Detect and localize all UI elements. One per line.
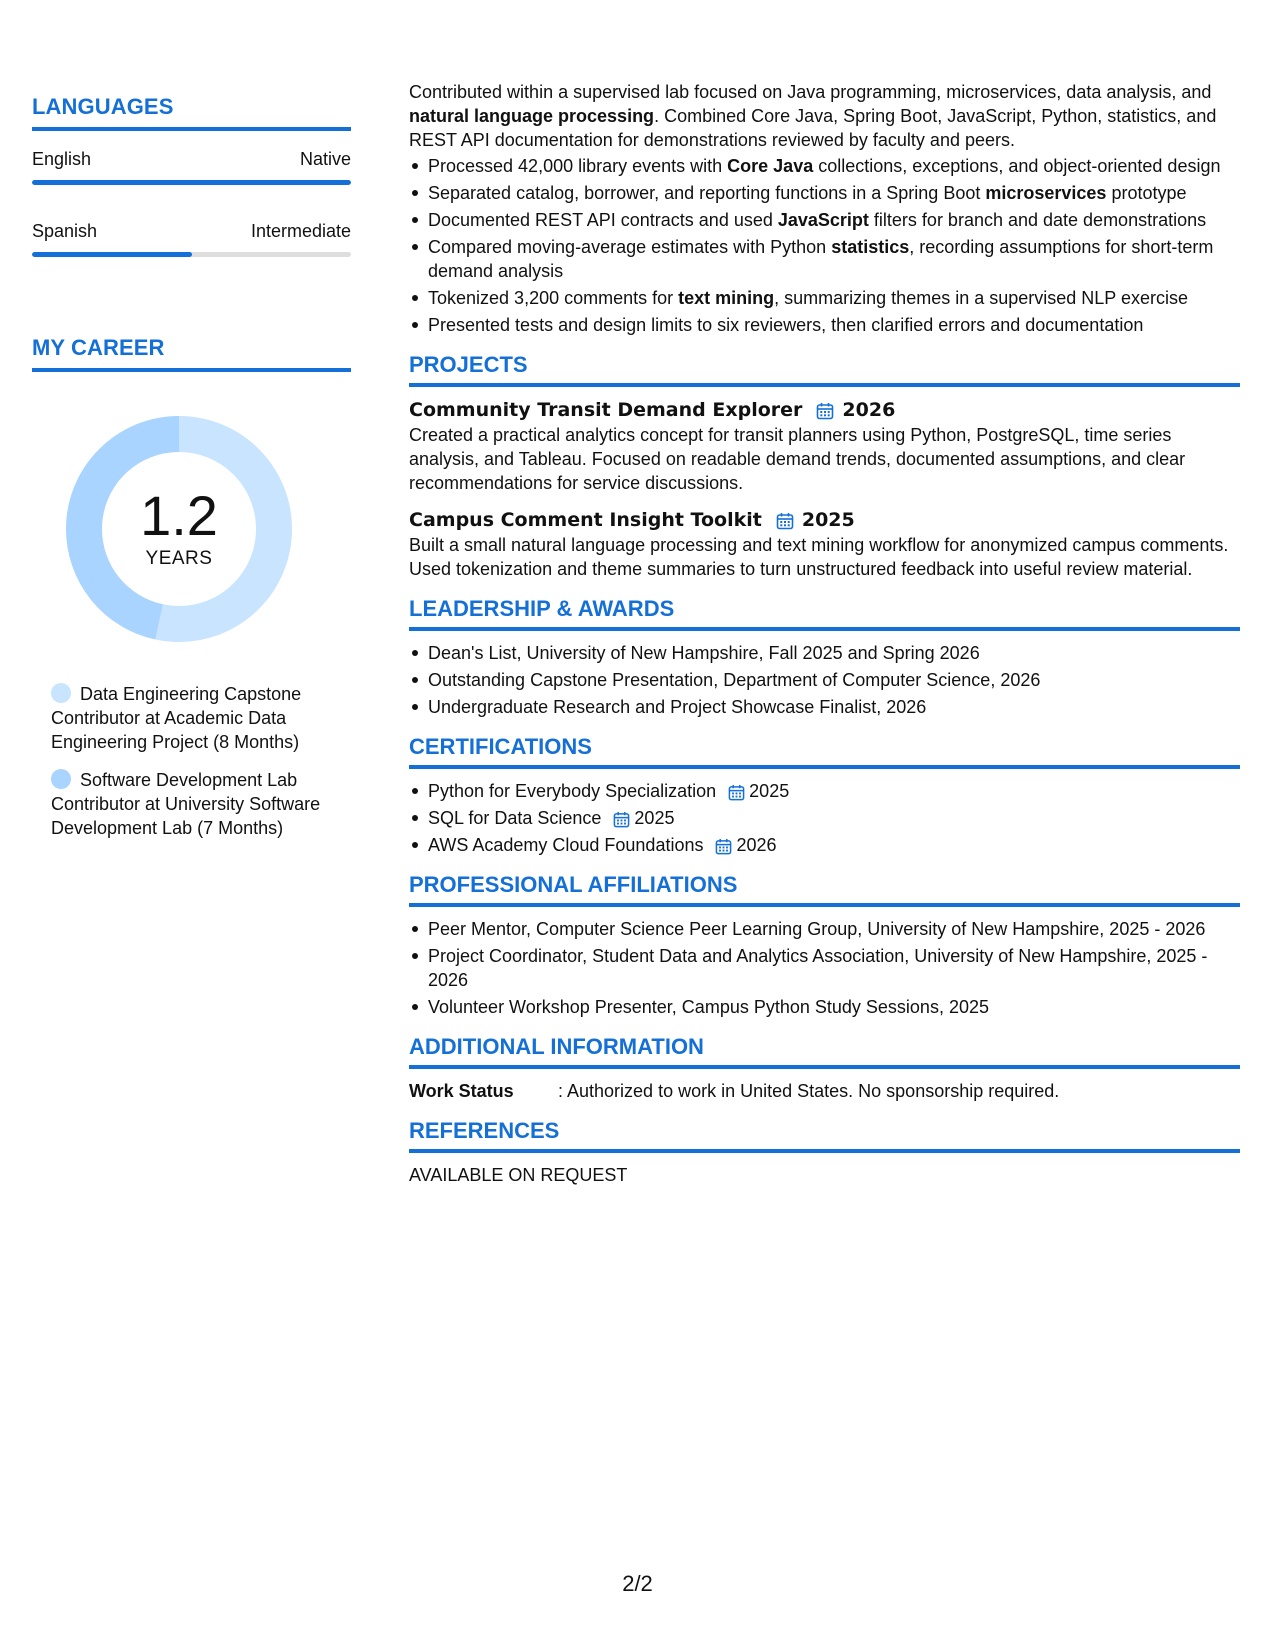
list-item	[409, 806, 1240, 830]
list-item: Presented tests and design limits to six reviewers, then clarified errors and documentation	[409, 313, 1240, 337]
career-donut-chart	[66, 416, 292, 642]
cert-year: 2025	[634, 808, 675, 828]
career-title: MY CAREER	[32, 335, 351, 372]
legend-dot	[51, 683, 71, 703]
list-item: Dean's List, University of New Hampshire, Fall 2025 and Spring 2026	[409, 641, 1240, 665]
cert-name: Python for Everybody Specialization	[428, 781, 717, 801]
language-level-fill	[32, 180, 351, 185]
experience-bullets	[409, 154, 1240, 337]
list-item: Documented REST API contracts and used JavaScript filters for branch and date demonstrations	[409, 208, 1240, 232]
list-item: Volunteer Workshop Presenter, Campus Python Study Sessions, 2025	[409, 995, 1240, 1019]
career-total-unit: YEARS	[145, 548, 213, 569]
additional-info-section	[409, 1034, 1240, 1103]
calendar-icon	[816, 401, 834, 419]
language-name: Spanish	[32, 221, 98, 241]
list-item: Undergraduate Research and Project Showcase Finalist, 2026	[409, 695, 1240, 719]
list-item: Outstanding Capstone Presentation, Department of Computer Science, 2026	[409, 668, 1240, 692]
calendar-icon	[776, 511, 794, 529]
career-total: 1.2	[140, 484, 218, 547]
list-item: Processed 42,000 library events with Core Java collections, exceptions, and object-oriented design	[409, 154, 1240, 178]
project-item	[409, 397, 1240, 495]
affiliations-title: PROFESSIONAL AFFILIATIONS	[409, 872, 1240, 907]
page-number: 2/2	[622, 1571, 653, 1596]
legend-item	[51, 768, 321, 840]
work-status-value: : Authorized to work in United States. No sponsorship required.	[558, 1081, 1060, 1101]
cert-name: SQL for Data Science	[428, 808, 602, 828]
certifications-title: CERTIFICATIONS	[409, 734, 1240, 769]
project-year: 2025	[801, 509, 855, 531]
list-item	[409, 833, 1240, 857]
left-column	[32, 94, 351, 840]
language-level: Native	[299, 149, 351, 169]
leadership-title: LEADERSHIP & AWARDS	[409, 596, 1240, 631]
calendar-icon	[613, 810, 630, 827]
references-section	[409, 1118, 1240, 1187]
list-item: Peer Mentor, Computer Science Peer Learning Group, University of New Hampshire, 2025 - 2026	[409, 917, 1240, 941]
project-name: Campus Comment Insight Toolkit	[409, 509, 762, 531]
language-level-bar	[32, 180, 351, 185]
work-status-label: Work Status	[409, 1081, 514, 1101]
calendar-icon	[728, 783, 745, 800]
projects-title: PROJECTS	[409, 352, 1240, 387]
languages-title: LANGUAGES	[32, 94, 351, 131]
certifications-section	[409, 734, 1240, 857]
references-title: REFERENCES	[409, 1118, 1240, 1153]
list-item: Project Coordinator, Student Data and Analytics Association, University of New Hampshire, 2025 - 2026	[409, 944, 1240, 992]
legend-label: Software Development Lab Contributor at University Software Development Lab (7 Months)	[51, 770, 321, 838]
legend-dot	[51, 769, 71, 789]
affiliations-section	[409, 872, 1240, 1019]
references-text: AVAILABLE ON REQUEST	[409, 1165, 628, 1185]
legend-label: Data Engineering Capstone Contributor at Academic Data Engineering Project (8 Months)	[51, 684, 302, 752]
language-spanish	[32, 221, 351, 257]
language-english	[32, 149, 351, 185]
leadership-section	[409, 596, 1240, 719]
project-description: Built a small natural language processing and text mining workflow for anonymized campus comments. Used tokenization and theme summaries to turn unstructured feedback into useful review material.	[409, 535, 1229, 579]
cert-year: 2025	[749, 781, 790, 801]
list-item: Tokenized 3,200 comments for text mining, summarizing themes in a supervised NLP exercise	[409, 286, 1240, 310]
projects-section	[409, 352, 1240, 581]
cert-year: 2026	[736, 835, 777, 855]
right-column	[409, 80, 1240, 1187]
project-description: Created a practical analytics concept for transit planners using Python, PostgreSQL, time series analysis, and Tableau. Focused on readable demand trends, documented assumptions, and clear recommendations for service discussions.	[409, 425, 1186, 493]
legend-item	[51, 682, 321, 754]
cert-name: AWS Academy Cloud Foundations	[428, 835, 704, 855]
language-level-fill	[32, 252, 192, 257]
language-level-bar	[32, 252, 351, 257]
list-item: Separated catalog, borrower, and reporting functions in a Spring Boot microservices prototype	[409, 181, 1240, 205]
calendar-icon	[715, 837, 732, 854]
project-year: 2026	[842, 399, 896, 421]
language-level: Intermediate	[250, 221, 351, 241]
project-item	[409, 507, 1240, 581]
project-name: Community Transit Demand Explorer	[409, 399, 803, 421]
language-name: English	[32, 149, 92, 169]
list-item: Compared moving-average estimates with Python statistics, recording assumptions for short-term demand analysis	[409, 235, 1240, 283]
additional-info-title: ADDITIONAL INFORMATION	[409, 1034, 1240, 1069]
experience-summary: Contributed within a supervised lab focused on Java programming, microservices, data analysis, and natural language processing. Combined Core Java, Spring Boot, JavaScript, Python, statistics, and REST API documentation for demonstrations reviewed by faculty and peers.	[409, 82, 1217, 150]
list-item	[409, 779, 1240, 803]
career-legend	[51, 682, 321, 840]
